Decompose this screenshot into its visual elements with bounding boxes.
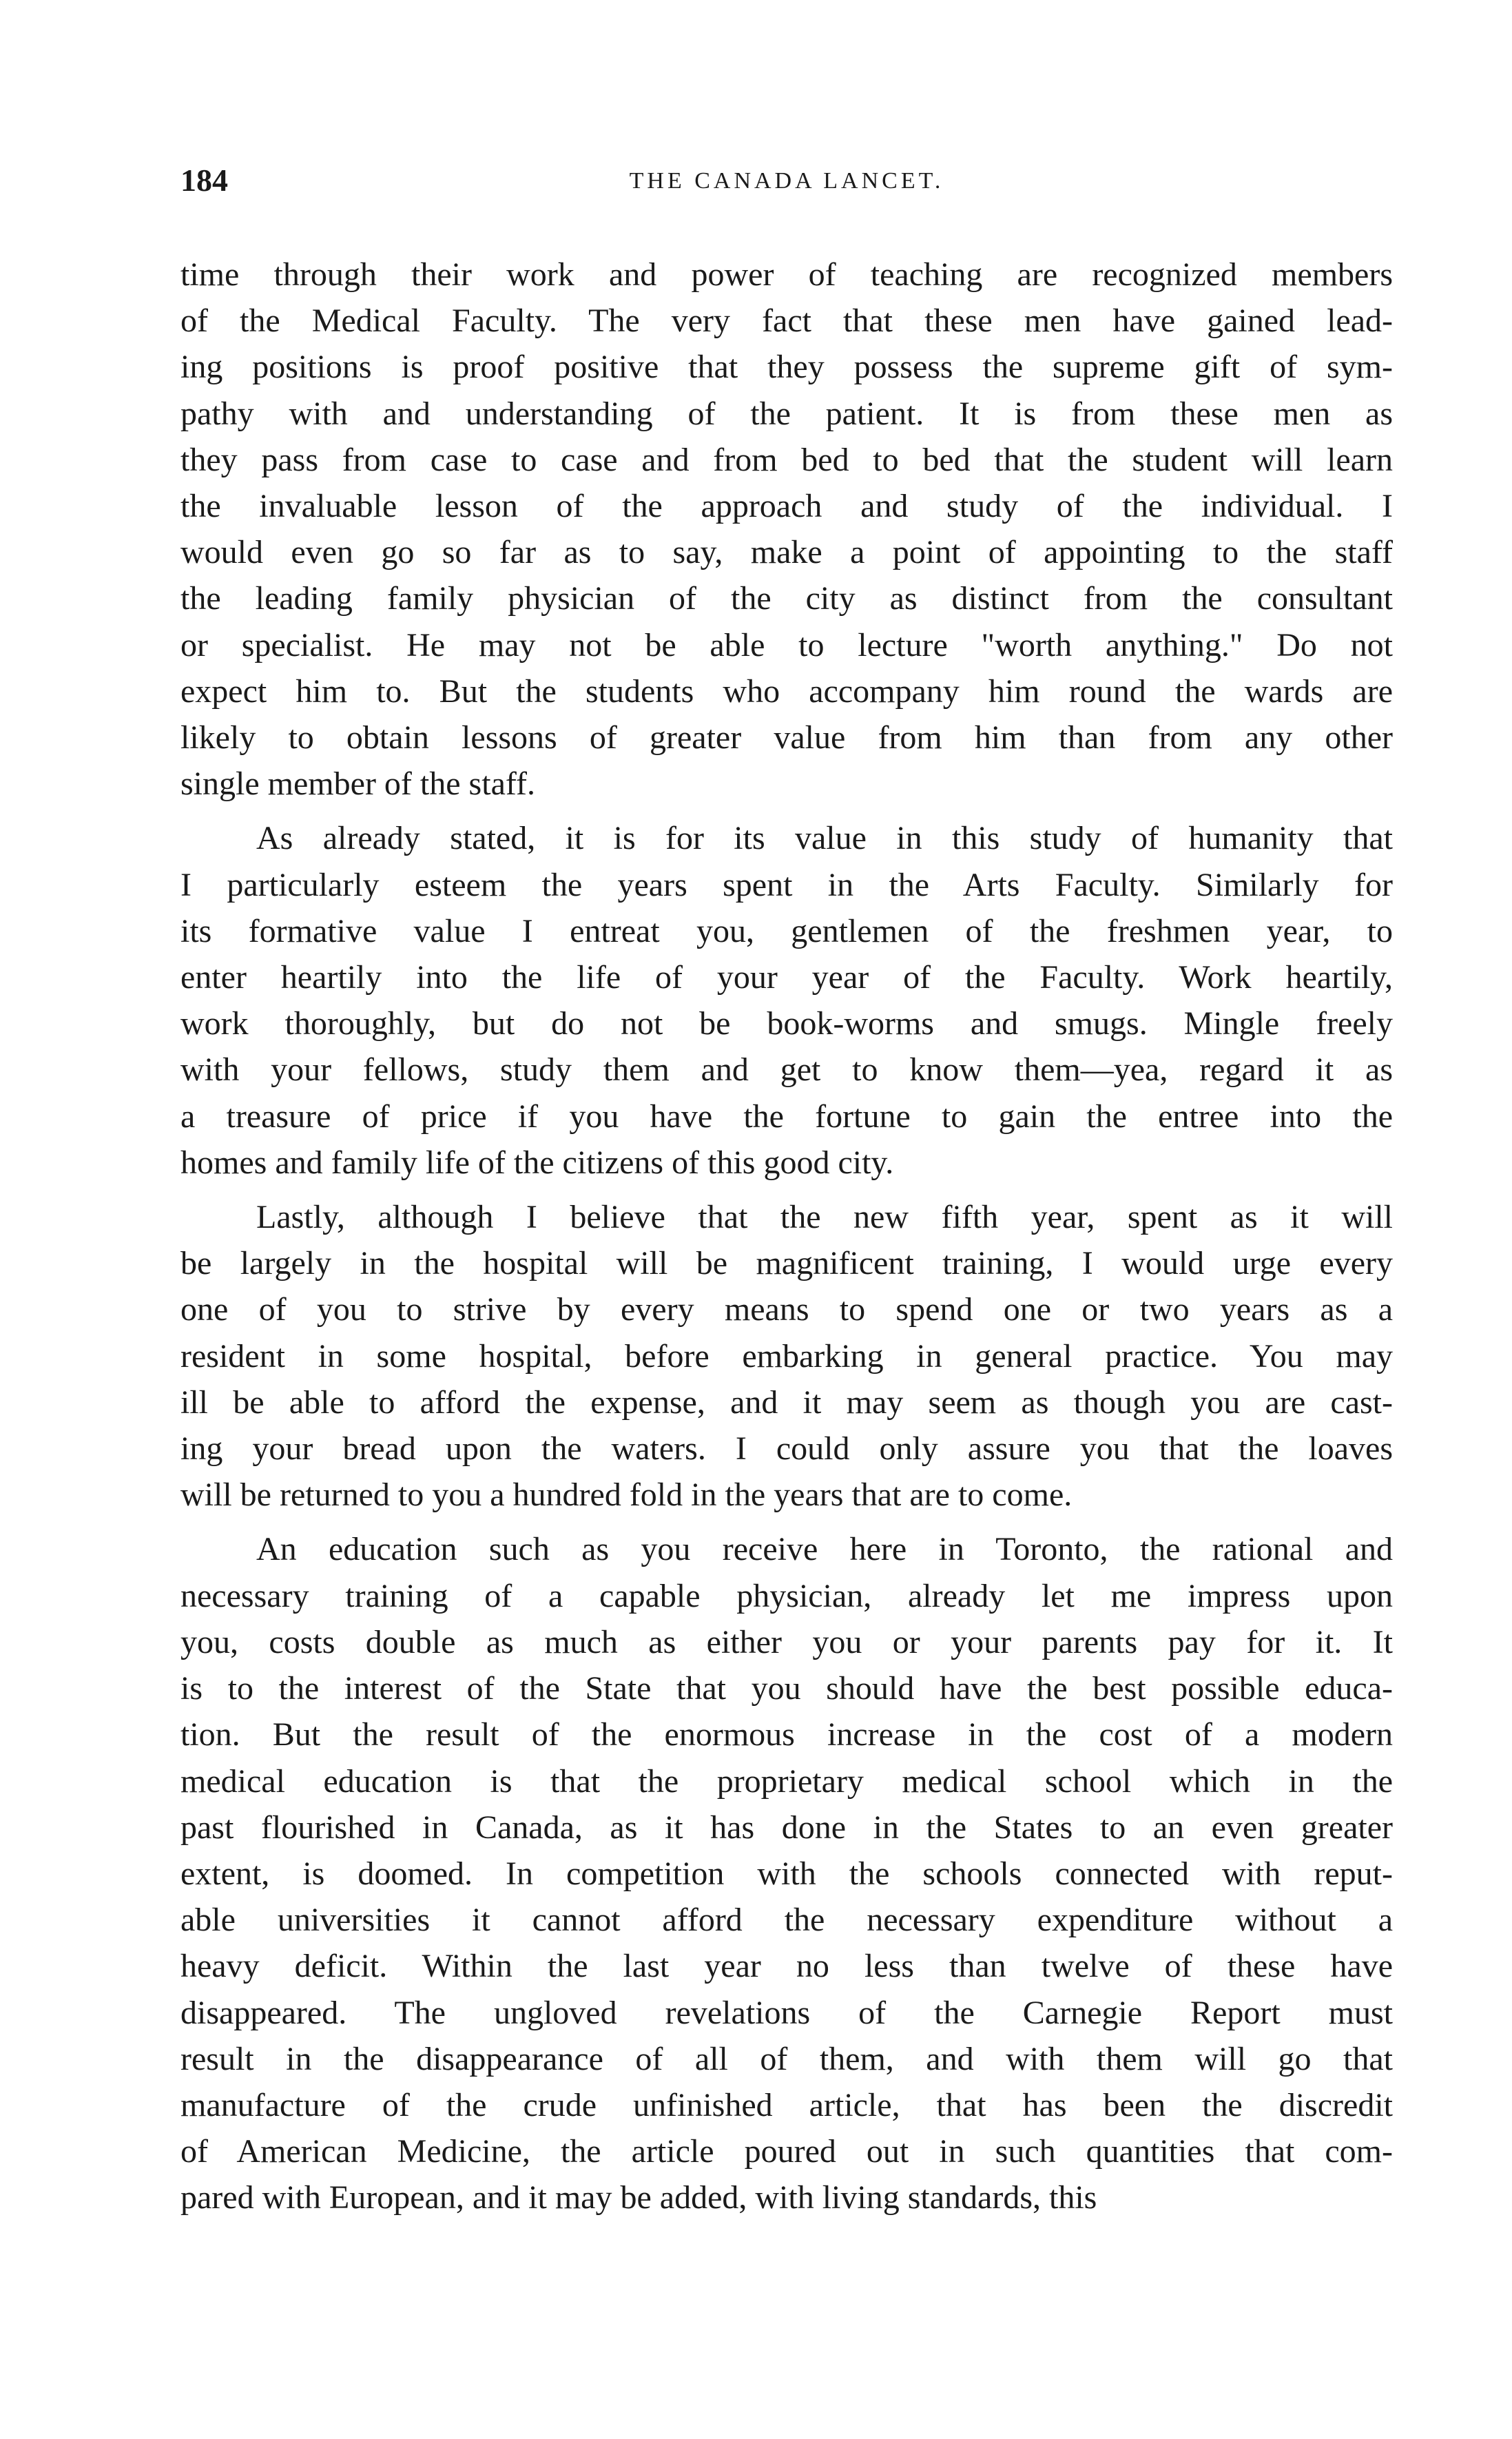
text-line: single member of the staff. xyxy=(180,765,535,803)
text-line: able universities it cannot afford the necessary expenditure without a xyxy=(180,1902,1393,1939)
running-title: THE CANADA LANCET. xyxy=(629,168,944,194)
text-line: ing positions is proof positive that they possess the supreme gift of sym- xyxy=(180,349,1393,386)
text-line: they pass from case to case and from bed to bed that the student will learn xyxy=(180,441,1393,478)
text-line: one of you to strive by every means to spend one or two years as a xyxy=(180,1291,1393,1328)
text-line: result in the disappearance of all of them, and with them will go that xyxy=(180,2040,1393,2077)
page-number: 184 xyxy=(180,163,228,198)
text-line: I particularly esteem the years spent in the Arts Faculty. Similarly for xyxy=(180,866,1393,903)
paragraph xyxy=(180,1526,1393,2221)
text-line: of the Medical Faculty. The very fact that these men have gained lead- xyxy=(180,302,1393,340)
body-text xyxy=(180,251,1393,2230)
text-line: the invaluable lesson of the approach and study of the individual. I xyxy=(180,488,1393,525)
text-line: resident in some hospital, before embarking in general practice. You may xyxy=(180,1337,1393,1375)
text-line: enter heartily into the life of your year of the Faculty. Work heartily, xyxy=(180,959,1393,996)
text-line: necessary training of a capable physician, already let me impress upon xyxy=(180,1577,1393,1614)
page-header xyxy=(180,160,1393,208)
text-line: medical education is that the proprietary medical school which in the xyxy=(180,1762,1393,1800)
text-line: expect him to. But the students who accompany him round the wards are xyxy=(180,672,1393,710)
text-line: pared with European, and it may be added, with living standards, this xyxy=(180,2179,1097,2216)
text-line: be largely in the hospital will be magnificent training, I would urge every xyxy=(180,1245,1393,1282)
text-line: likely to obtain lessons of greater value from him than from any other xyxy=(180,719,1393,757)
text-line: heavy deficit. Within the last year no less than twelve of these have xyxy=(180,1948,1393,1985)
text-line: its formative value I entreat you, gentlemen of the freshmen year, to xyxy=(180,912,1393,949)
text-line: time through their work and power of teaching are recognized members xyxy=(180,256,1393,293)
text-line: you, costs double as much as either you or your parents pay for it. It xyxy=(180,1623,1393,1660)
text-line: manufacture of the crude unfinished article, that has been the discredit xyxy=(180,2086,1393,2123)
text-line: homes and family life of the citizens of this good city. xyxy=(180,1144,894,1181)
text-line: As already stated, it is for its value in this study of humanity that xyxy=(256,820,1393,857)
text-line: work thoroughly, but do not be book-worms and smugs. Mingle freely xyxy=(180,1005,1393,1042)
text-line: disappeared. The ungloved revelations of the Carnegie Report must xyxy=(180,1994,1393,2031)
text-line: will be returned to you a hundred fold in the years that are to come. xyxy=(180,1476,1073,1514)
text-line: Lastly, although I believe that the new fifth year, spent as it will xyxy=(256,1199,1393,1236)
text-line: tion. But the result of the enormous increase in the cost of a modern xyxy=(180,1716,1393,1753)
paragraph xyxy=(180,251,1393,807)
text-line: a treasure of price if you have the fortune to gain the entree into the xyxy=(180,1098,1393,1135)
text-line: An education such as you receive here in Toronto, the rational and xyxy=(256,1531,1393,1568)
text-line: the leading family physician of the city as distinct from the consultant xyxy=(180,580,1393,617)
text-line: would even go so far as to say, make a point of appointing to the staff xyxy=(180,534,1393,571)
text-line: of American Medicine, the article poured out in such quantities that com- xyxy=(180,2133,1393,2170)
text-line: extent, is doomed. In competition with the schools connected with reput- xyxy=(180,1855,1393,1892)
text-line: past flourished in Canada, as it has done in the States to an even greater xyxy=(180,1809,1393,1846)
text-line: ill be able to afford the expense, and it may seem as though you are cast- xyxy=(180,1383,1393,1421)
text-line: with your fellows, study them and get to know them—yea, regard it as xyxy=(180,1051,1393,1089)
text-line: pathy with and understanding of the patient. It is from these men as xyxy=(180,395,1393,432)
text-line: ing your bread upon the waters. I could only assure you that the loaves xyxy=(180,1430,1393,1468)
paragraph xyxy=(180,815,1393,1186)
paragraph xyxy=(180,1194,1393,1518)
text-line: or specialist. He may not be able to lecture "worth anything." Do not xyxy=(180,626,1393,663)
text-line: is to the interest of the State that you should have the best possible educa- xyxy=(180,1670,1393,1707)
